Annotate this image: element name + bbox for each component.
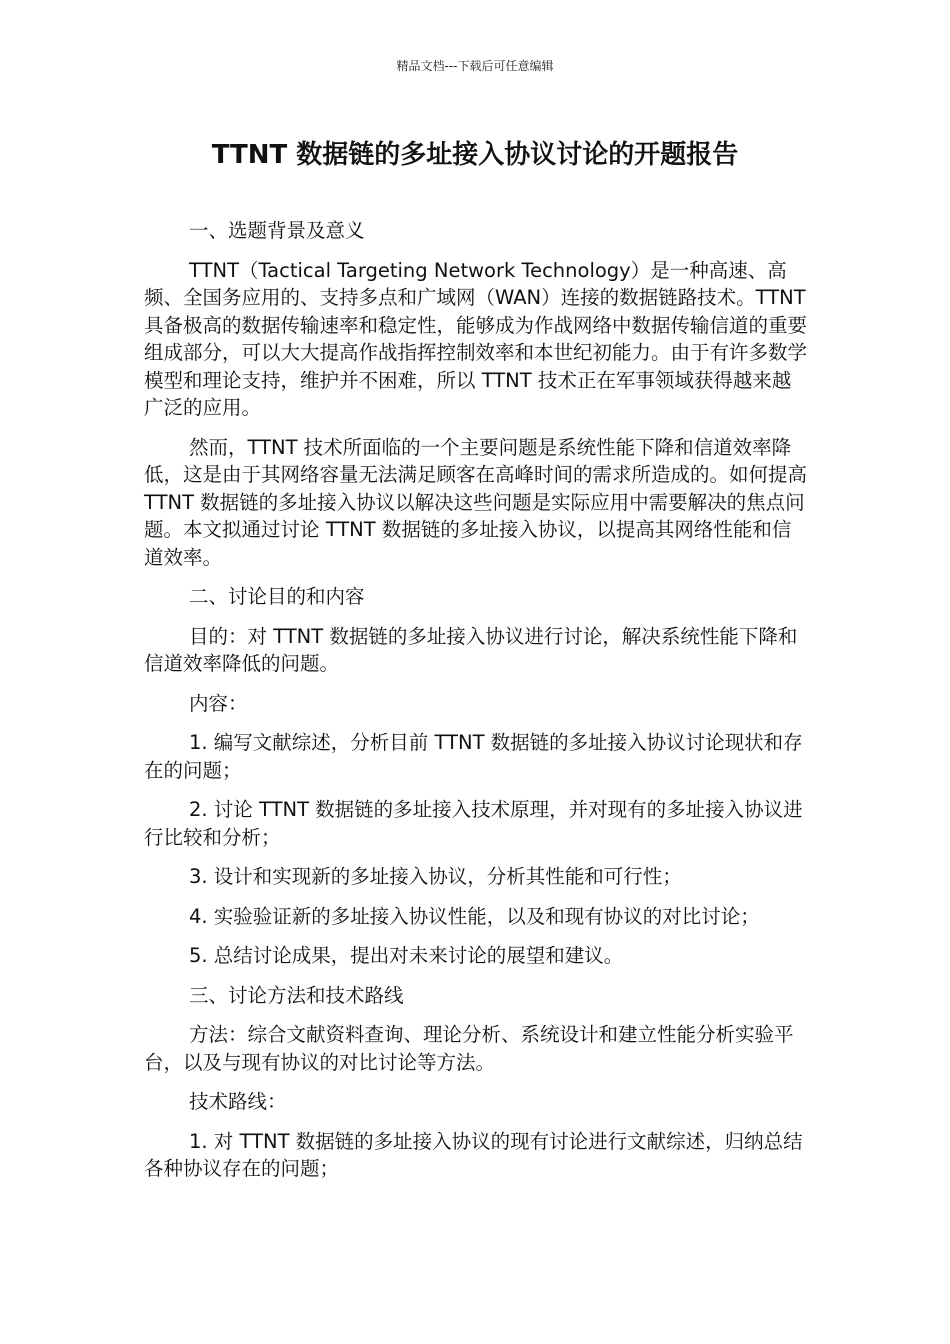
content-item-3: 3. 设计和实现新的多址接入协议，分析其性能和可行性；	[189, 865, 682, 888]
paragraph-background-1: TTNT（Tactical Targeting Network Technology）是一种高速、高频、全国务应用的、支持多点和广域网（WAN）连接的数据链路技术。TTNT 具备极高的数据传输速率和稳定性，能够成为作战网络中数据传输信道的重要组成部分，可以大大提高作战指挥控制效率和本世纪初能力。由于有许多数学模型和理论支持，维护并不困难，所以 TTNT 技术正在军事领域获得越来越广泛的应用。	[144, 258, 808, 419]
route-item-1: 1. 对 TTNT 数据链的多址接入协议的现有讨论进行文献综述，归纳总结各种协议存在的问题；	[144, 1129, 803, 1180]
document-body	[144, 217, 810, 1195]
content-item-2: 2. 讨论 TTNT 数据链的多址接入技术原理，并对现有的多址接入协议进行比较和分析；	[144, 798, 803, 849]
content-item-4: 4. 实验验证新的多址接入协议性能，以及和现有协议的对比讨论；	[189, 904, 760, 928]
content-item-1: 1. 编写文献综述，分析目前 TTNT 数据链的多址接入协议讨论现状和存在的问题；	[144, 731, 803, 782]
content-item-5: 5. 总结讨论成果，提出对未来讨论的展望和建议。	[189, 944, 624, 967]
paragraph-purpose: 目的：对 TTNT 数据链的多址接入协议进行讨论，解决系统性能下降和信道效率降低的问题。	[144, 624, 798, 675]
section-heading-method-route: 三、讨论方法和技术路线	[189, 983, 404, 1007]
route-label: 技术路线：	[189, 1090, 287, 1113]
section-heading-purpose-content: 二、讨论目的和内容	[189, 585, 365, 608]
paragraph-background-2: 然而，TTNT 技术所面临的一个主要问题是系统性能下降和信道效率降低，这是由于其网络容量无法满足顾客在高峰时间的需求所造成的。如何提高 TTNT 数据链的多址接入协议以解决这些问题是实际应用中需要解决的焦点问题。本文拟通过讨论 TTNT 数据链的多址接入协议，以提高其网络性能和信道效率。	[144, 435, 808, 569]
paragraph-method: 方法：综合文献资料查询、理论分析、系统设计和建立性能分析实验平台，以及与现有协议的对比讨论等方法。	[144, 1023, 794, 1074]
document-title: TTNT 数据链的多址接入协议讨论的开题报告	[211, 140, 739, 170]
section-heading-background: 一、选题背景及意义	[189, 219, 365, 242]
content-label: 内容：	[189, 691, 248, 715]
header-note: 精品文档---下载后可任意编辑	[396, 59, 554, 73]
